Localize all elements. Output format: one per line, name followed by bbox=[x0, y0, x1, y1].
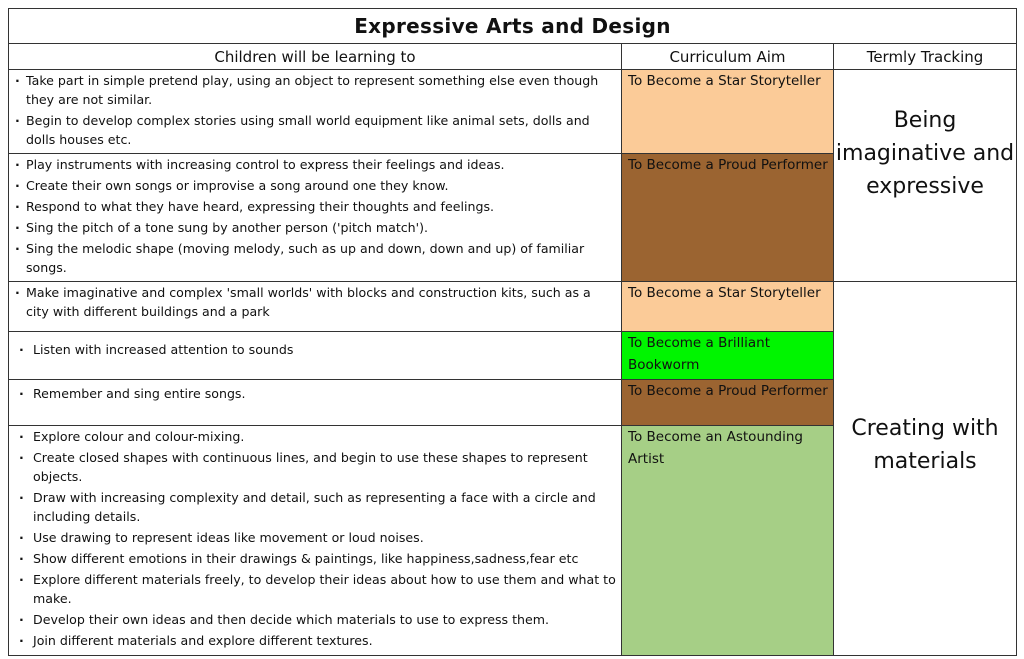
aim-cell: To Become a Star Storyteller bbox=[622, 282, 834, 332]
header-learning: Children will be learning to bbox=[9, 44, 622, 70]
header-tracking: Termly Tracking bbox=[834, 44, 1017, 70]
tracking-cell: Creating with materials bbox=[834, 282, 1017, 656]
title-row bbox=[9, 9, 1017, 44]
aim-cell: To Become a Star Storyteller bbox=[622, 70, 834, 154]
aim-cell: To Become a Proud Performer bbox=[622, 154, 834, 282]
page-title: Expressive Arts and Design bbox=[9, 9, 1017, 44]
learning-item: · Remember and sing entire songs. bbox=[13, 384, 617, 403]
learning-item: · Listen with increased attention to sounds bbox=[13, 340, 617, 359]
learning-list bbox=[13, 384, 617, 403]
tracking-cell: Being imaginative and expressive bbox=[834, 70, 1017, 282]
learning-cell bbox=[9, 426, 622, 656]
learning-list bbox=[13, 427, 617, 650]
learning-item: · Make imaginative and complex 'small worlds' with blocks and construction kits, such as a city with different buildings and a park bbox=[13, 283, 617, 321]
learning-item: · Join different materials and explore different textures. bbox=[13, 631, 617, 650]
learning-cell bbox=[9, 70, 622, 154]
learning-list bbox=[13, 340, 617, 359]
learning-item: · Begin to develop complex stories using small world equipment like animal sets, dolls and dolls houses etc. bbox=[13, 111, 617, 149]
aim-cell: To Become a Brilliant Bookworm bbox=[622, 332, 834, 380]
learning-item: · Play instruments with increasing control to express their feelings and ideas. bbox=[13, 155, 617, 174]
learning-item: · Sing the melodic shape (moving melody, such as up and down, down and up) of familiar songs. bbox=[13, 239, 617, 277]
learning-item: · Create closed shapes with continuous lines, and begin to use these shapes to represent objects. bbox=[13, 448, 617, 486]
table-row bbox=[9, 70, 1017, 154]
learning-cell bbox=[9, 282, 622, 332]
header-row bbox=[9, 44, 1017, 70]
learning-cell bbox=[9, 332, 622, 380]
learning-item: · Use drawing to represent ideas like movement or loud noises. bbox=[13, 528, 617, 547]
curriculum-table bbox=[8, 8, 1017, 656]
learning-list bbox=[13, 283, 617, 321]
learning-item: · Take part in simple pretend play, using an object to represent something else even though they are not similar. bbox=[13, 71, 617, 109]
learning-item: · Sing the pitch of a tone sung by another person ('pitch match'). bbox=[13, 218, 617, 237]
learning-item: · Show different emotions in their drawings & paintings, like happiness,sadness,fear etc bbox=[13, 549, 617, 568]
header-aim: Curriculum Aim bbox=[622, 44, 834, 70]
learning-list bbox=[13, 155, 617, 277]
learning-item: · Respond to what they have heard, expressing their thoughts and feelings. bbox=[13, 197, 617, 216]
learning-list bbox=[13, 71, 617, 149]
aim-cell: To Become an Astounding Artist bbox=[622, 426, 834, 656]
learning-cell bbox=[9, 154, 622, 282]
learning-item: · Explore colour and colour-mixing. bbox=[13, 427, 617, 446]
learning-item: · Create their own songs or improvise a song around one they know. bbox=[13, 176, 617, 195]
learning-item: · Explore different materials freely, to develop their ideas about how to use them and what to make. bbox=[13, 570, 617, 608]
learning-item: · Draw with increasing complexity and detail, such as representing a face with a circle and including details. bbox=[13, 488, 617, 526]
aim-cell: To Become a Proud Performer bbox=[622, 380, 834, 426]
learning-cell bbox=[9, 380, 622, 426]
table-row bbox=[9, 282, 1017, 332]
learning-item: · Develop their own ideas and then decide which materials to use to express them. bbox=[13, 610, 617, 629]
